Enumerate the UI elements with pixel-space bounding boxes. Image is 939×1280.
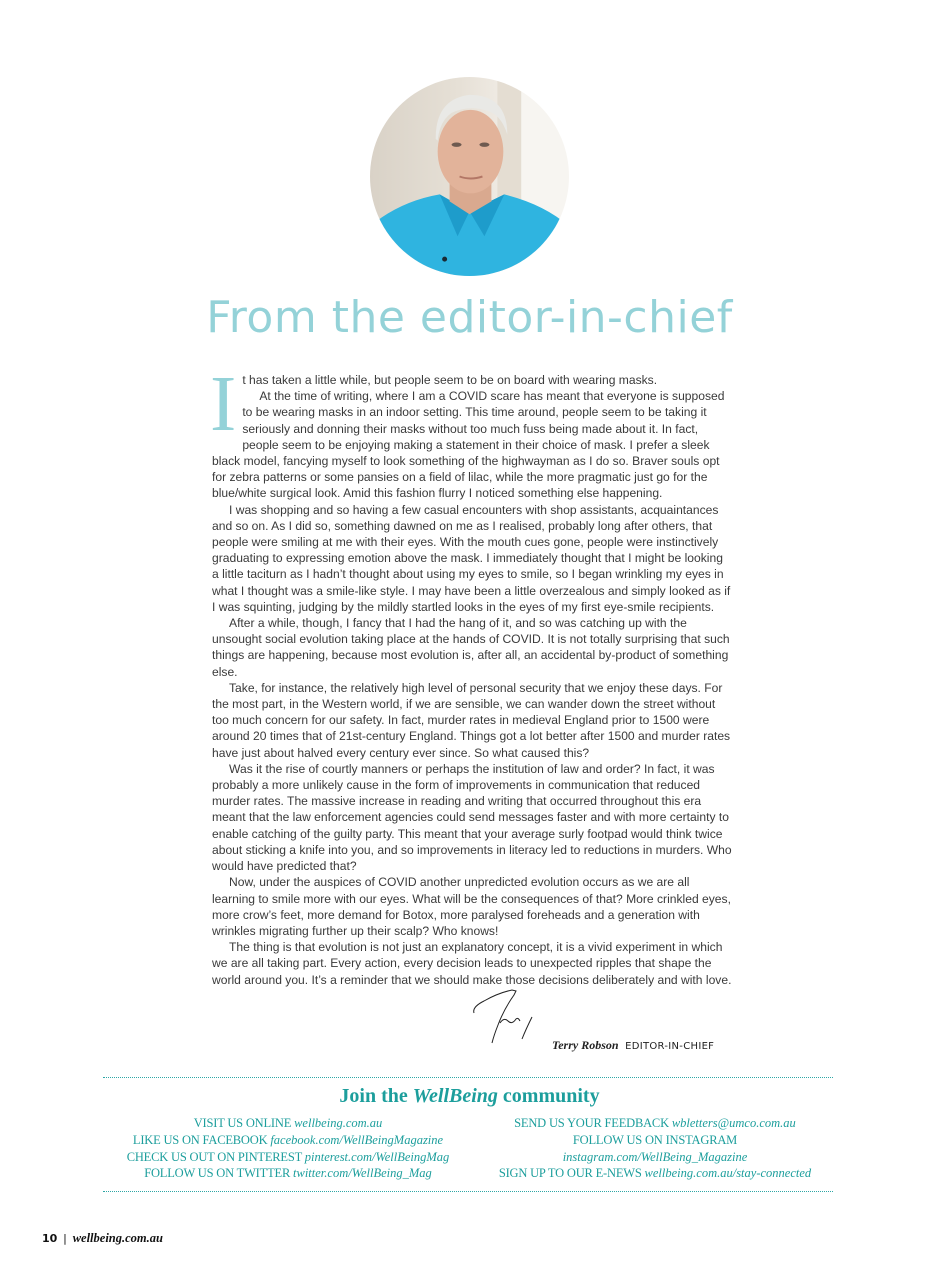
dotted-divider [103,1077,833,1078]
article-paragraph: Take, for instance, the relatively high level of personal security that we enjoy these days. For the most part, in the Western world, if we are sensible, we can wander down the street without too much concern for our safety. In fact, murder rates in medieval England prior to 1500 were around 20 times that of 21st-century England. Things got a lot better after 1500 and murder rates have just about halved every century ever since. So what caused this? [212,680,731,760]
editor-signoff [552,1038,714,1053]
twitter-link[interactable]: twitter.com/WellBeing_Mag [293,1166,432,1181]
dotted-divider [103,1191,833,1192]
community-links-left [103,1115,473,1182]
pinterest-item: CHECK US OUT ON PINTEREST pinterest.com/WellBeingMag [126,1149,450,1164]
article-paragraph: Now, under the auspices of COVID another unpredicted evolution occurs as we are all learning to smile more with our eyes. What will be the consequences of that? More crinkled eyes, more crow’s feet, more demand for Botox, more paralysed foreheads and a generation with wrinkles migrating further up their scalp? Who knows! [212,875,731,938]
website-link[interactable]: wellbeing.com.au [294,1116,383,1130]
community-links-right [470,1115,840,1182]
feedback-item: SEND US YOUR FEEDBACK wbletters@umco.com.au [514,1116,796,1130]
article-paragraph: It has taken a little while, but people seem to be on board with wearing masks. At the time of writing, where I am a COVID scare has meant that everyone is supposed to be wearing masks in an indoor setting. This time around, people seem to be taking it seriously and donning their masks without too much fuss being made about it. In fact, people seem to be enjoying making a statement in their choice of mask. I prefer a sleek black model, fancying myself to look something of the highwayman as I do so. Braver souls opt for zebra patterns or some pansies on a field of lilac, while the more pragmatic just go for the blue/white surgical look. Amid this fashion flurry I noticed something else happening. [212,372,732,502]
page-number: 10 [42,1232,58,1245]
editorial-article [210,361,732,988]
visit-online-item: VISIT US ONLINE wellbeing.com.au [193,1116,383,1130]
enews-item: SIGN UP TO OUR E-NEWS wellbeing.com.au/stay-connected [498,1166,812,1181]
brand-name: WellBeing [412,1085,498,1107]
article-paragraph: At the time of writing, where I am a COVID scare has meant that everyone is supposed to be wearing masks in an indoor setting. This time around, people seem to be taking it seriously and donning their masks without too much fuss being made about it. In fact, people seem to be enjoying making a statement in their choice of mask. I prefer a sleek black model, fancying myself to look something of the highwayman as I do so. Braver souls opt for zebra patterns or some pansies on a field of lilac, while the more pragmatic just go for the blue/white surgical look. Amid this fashion flurry I noticed something else happening. [212,389,725,501]
folio-separator: | [63,1232,67,1245]
instagram-link[interactable]: instagram.com/WellBeing_Magazine [562,1149,748,1164]
facebook-item: LIKE US ON FACEBOOK facebook.com/WellBeingMagazine [132,1132,444,1147]
article-paragraph: After a while, though, I fancy that I had the hang of it, and so was catching up with the unsought social evolution taking place at the hands of COVID. It is not totally surprising that such things are happening, because most evolution is, after all, an accidental by-product of something else. [212,616,730,679]
article-paragraph: I was shopping and so having a few casual encounters with shop assistants, acquaintances and so on. As I did so, something dawned on me as I realised, probably long after others, that people were smiling at me with their eyes. With the mouth cues gone, people were instinctively graduating to expressing emotion above the mask. I immediately thought that I might be looking a little taciturn as I hadn’t thought about using my eyes to smile, so I began wrinkling my eyes in what I thought was a smile-like style. I may have been a little overzealous and simply looked as if I was squinting, judging by the mildly startled looks in the eyes of my first eye-smile recipients. [212,502,731,614]
signature-icon [470,987,550,1047]
page-footer [42,1231,163,1246]
footer-site: wellbeing.com.au [72,1231,163,1245]
instagram-item [470,1149,840,1166]
article-paragraph: Was it the rise of courtly manners or perhaps the institution of law and order? In fact, it was probably a more unlikely cause in the form of improvements in communication that reduced murder rates. The massive increase in reading and writing that occurred throughout this era meant that the law enforcement agencies could send messages faster and with more certainty to enable catching of the guilty party. This meant that your average surly footpad would think twice about sticking a knife into you, and so improvements in literacy led to reductions in murders. Who would have predicted that? [212,761,732,874]
community-heading: Join the WellBeing community [339,1085,600,1107]
page-title: From the editor-in-chief [206,292,733,343]
editor-photo [370,77,569,276]
pinterest-link[interactable]: pinterest.com/WellBeingMag [304,1149,450,1164]
editor-name: Terry Robson [552,1038,619,1052]
enews-link[interactable]: wellbeing.com.au/stay-connected [644,1166,812,1181]
editor-portrait [370,77,569,276]
drop-cap: I [210,361,237,448]
instagram-label: FOLLOW US ON INSTAGRAM [572,1132,738,1147]
facebook-link[interactable]: facebook.com/WellBeingMagazine [270,1132,444,1147]
article-paragraph: The thing is that evolution is not just an explanatory concept, it is a vivid experiment in which we are all taking part. Every action, every decision leads to unexpected ripples that shape the world around you. It’s a reminder that we should make those decisions deliberately and with love. [212,940,732,987]
twitter-item: FOLLOW US ON TWITTER twitter.com/WellBeing_Mag [144,1166,432,1181]
feedback-email-link[interactable]: wbletters@umco.com.au [671,1116,796,1130]
editor-role: EDITOR-IN-CHIEF [625,1041,715,1052]
